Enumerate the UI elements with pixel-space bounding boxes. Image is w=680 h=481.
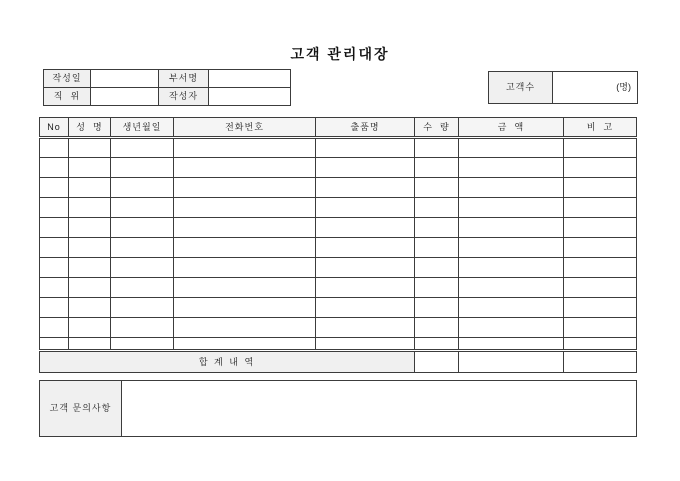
empty-cell xyxy=(111,178,174,198)
total-row xyxy=(40,351,637,373)
empty-cell xyxy=(415,238,459,258)
inquiry-box xyxy=(39,380,637,437)
empty-cell xyxy=(316,258,415,278)
info-row xyxy=(44,88,291,106)
empty-cell xyxy=(111,258,174,278)
empty-cell xyxy=(564,178,637,198)
position-label: 직 위 xyxy=(44,88,91,106)
page-title: 고객 관리대장 xyxy=(290,46,390,62)
empty-cell xyxy=(415,338,459,351)
empty-cell xyxy=(316,318,415,338)
position-value xyxy=(91,88,159,106)
empty-cell xyxy=(69,278,111,298)
empty-cell xyxy=(564,238,637,258)
empty-cell xyxy=(111,338,174,351)
empty-cell xyxy=(69,238,111,258)
empty-cell xyxy=(564,218,637,238)
empty-cell xyxy=(174,338,316,351)
empty-cell xyxy=(459,298,564,318)
writer-label: 작성자 xyxy=(159,88,209,106)
empty-cell xyxy=(69,138,111,158)
empty-cell xyxy=(69,178,111,198)
empty-cell xyxy=(40,198,69,218)
empty-cell xyxy=(40,138,69,158)
empty-cell xyxy=(316,338,415,351)
empty-cell xyxy=(415,298,459,318)
department-label: 부서명 xyxy=(159,70,209,88)
empty-cell xyxy=(459,178,564,198)
empty-cell xyxy=(459,338,564,351)
empty-cell xyxy=(564,138,637,158)
empty-cell xyxy=(564,258,637,278)
col-header-birthdate: 생년월일 xyxy=(111,118,174,138)
customer-count-box xyxy=(488,71,638,104)
empty-cell xyxy=(40,278,69,298)
empty-cell xyxy=(459,258,564,278)
empty-cell xyxy=(111,198,174,218)
empty-cell xyxy=(40,158,69,178)
customer-count-label: 고객수 xyxy=(489,72,553,104)
empty-cell xyxy=(316,158,415,178)
empty-cell xyxy=(69,198,111,218)
table-row xyxy=(40,218,637,238)
col-header-phone: 전화번호 xyxy=(174,118,316,138)
col-header-remarks: 비 고 xyxy=(564,118,637,138)
empty-cell xyxy=(111,158,174,178)
count-row xyxy=(489,72,638,104)
empty-cell xyxy=(459,198,564,218)
empty-cell xyxy=(111,318,174,338)
ledger-table xyxy=(39,117,637,373)
col-header-no: No xyxy=(40,118,69,138)
empty-cell xyxy=(415,318,459,338)
col-header-quantity: 수 량 xyxy=(415,118,459,138)
empty-cell xyxy=(174,318,316,338)
table-row xyxy=(40,158,637,178)
table-row xyxy=(40,298,637,318)
writer-value xyxy=(209,88,291,106)
total-label: 합 계 내 역 xyxy=(40,351,415,373)
empty-cell xyxy=(316,218,415,238)
empty-cell xyxy=(174,178,316,198)
empty-cell xyxy=(40,218,69,238)
empty-cell xyxy=(459,318,564,338)
department-value xyxy=(209,70,291,88)
col-header-name: 성 명 xyxy=(69,118,111,138)
empty-cell xyxy=(459,138,564,158)
empty-cell xyxy=(564,198,637,218)
empty-cell xyxy=(40,258,69,278)
empty-cell xyxy=(40,318,69,338)
empty-cell xyxy=(69,218,111,238)
table-row xyxy=(40,238,637,258)
empty-cell xyxy=(316,178,415,198)
written-date-value xyxy=(91,70,159,88)
empty-cell xyxy=(111,278,174,298)
empty-cell xyxy=(174,198,316,218)
empty-cell xyxy=(415,178,459,198)
written-date-label: 작성일 xyxy=(44,70,91,88)
empty-cell xyxy=(316,198,415,218)
empty-cell xyxy=(174,298,316,318)
empty-cell xyxy=(111,138,174,158)
inquiry-row xyxy=(40,381,637,437)
table-row xyxy=(40,138,637,158)
empty-cell xyxy=(111,238,174,258)
empty-cell xyxy=(415,258,459,278)
empty-cell xyxy=(415,278,459,298)
empty-cell xyxy=(69,338,111,351)
total-amount-cell xyxy=(459,351,564,373)
empty-cell xyxy=(174,278,316,298)
empty-cell xyxy=(415,198,459,218)
empty-cell xyxy=(564,338,637,351)
empty-cell xyxy=(69,158,111,178)
empty-cell xyxy=(174,138,316,158)
empty-cell xyxy=(564,278,637,298)
empty-cell xyxy=(316,298,415,318)
empty-cell xyxy=(316,278,415,298)
empty-cell xyxy=(316,238,415,258)
total-quantity-cell xyxy=(415,351,459,373)
info-row xyxy=(44,70,291,88)
empty-cell xyxy=(316,138,415,158)
empty-cell xyxy=(40,298,69,318)
table-row xyxy=(40,338,637,351)
empty-cell xyxy=(564,158,637,178)
empty-cell xyxy=(415,138,459,158)
col-header-amount: 금 액 xyxy=(459,118,564,138)
col-header-item: 출품명 xyxy=(316,118,415,138)
table-row xyxy=(40,278,637,298)
empty-cell xyxy=(40,178,69,198)
empty-cell xyxy=(564,318,637,338)
empty-cell xyxy=(40,238,69,258)
empty-cell xyxy=(459,158,564,178)
empty-cell xyxy=(69,298,111,318)
header-row xyxy=(40,118,637,138)
empty-cell xyxy=(174,218,316,238)
empty-cell xyxy=(174,258,316,278)
ledger-body xyxy=(40,118,637,373)
empty-cell xyxy=(415,218,459,238)
empty-cell xyxy=(174,238,316,258)
empty-cell xyxy=(564,298,637,318)
empty-cell xyxy=(415,158,459,178)
total-remarks-cell xyxy=(564,351,637,373)
inquiry-value xyxy=(122,381,637,437)
empty-cell xyxy=(111,218,174,238)
table-row xyxy=(40,258,637,278)
empty-cell xyxy=(40,338,69,351)
table-row xyxy=(40,318,637,338)
table-row xyxy=(40,178,637,198)
empty-cell xyxy=(459,278,564,298)
customer-count-value: (명) xyxy=(553,72,638,104)
writer-info-table xyxy=(43,69,291,106)
empty-cell xyxy=(459,218,564,238)
table-row xyxy=(40,198,637,218)
empty-cell xyxy=(459,238,564,258)
empty-cell xyxy=(174,158,316,178)
empty-cell xyxy=(111,298,174,318)
empty-cell xyxy=(69,318,111,338)
empty-cell xyxy=(69,258,111,278)
inquiry-label: 고객 문의사항 xyxy=(40,381,122,437)
